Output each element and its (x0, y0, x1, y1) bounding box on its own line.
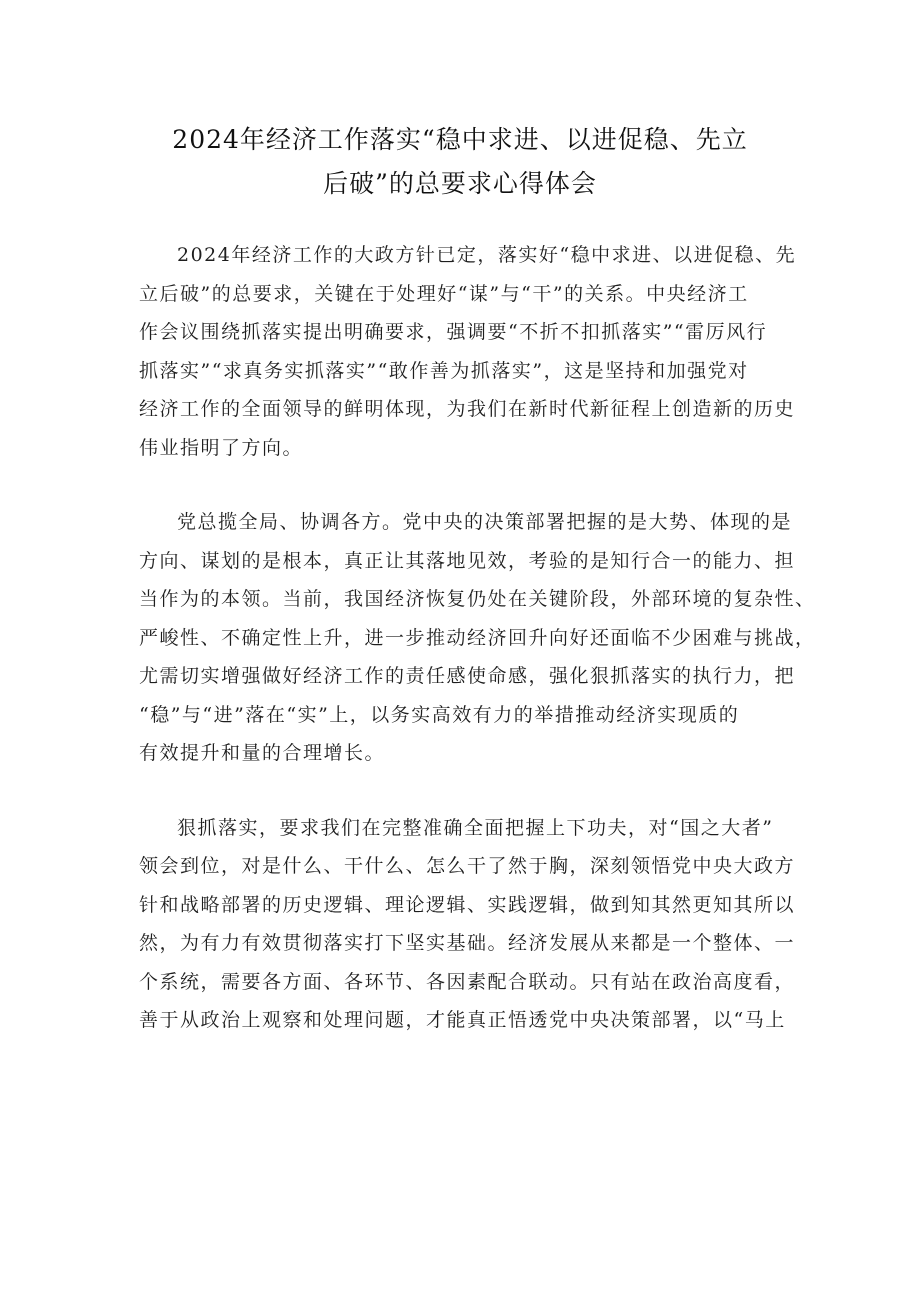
paragraph-line: 立后破”的总要求，关键在于处理好“谋”与“干”的关系。中央经济工 (139, 282, 749, 305)
paragraph-line: 伟业指明了方向。 (139, 436, 304, 459)
paragraph-line: 尤需切实增强做好经济工作的责任感使命感，强化狠抓落实的执行力，把 (139, 665, 796, 687)
paragraph-line: 当作为的本领。当前，我国经济恢复仍处在关键阶段，外部环境的复杂性、 (139, 588, 816, 610)
paragraph-line: 善于从政治上观察和处理问题，才能真正悟透党中央决策部署，以“马上 (139, 1009, 786, 1031)
paragraph-line: 有效提升和量的合理增长。 (139, 742, 386, 764)
paragraph-line: 抓落实”“求真务实抓落实”“敢作善为抓落实”，这是坚持和加强党对 (139, 359, 749, 382)
paragraph-1 (139, 236, 797, 467)
paragraph-line: 狠抓落实，要求我们在完整准确全面把握上下功夫，对“国之大者” (177, 816, 774, 839)
paragraph-line: 针和战略部署的历史逻辑、理论逻辑、实践逻辑，做到知其然更知其所以 (139, 893, 796, 916)
title-line-2: 后破”的总要求心得体会 (323, 169, 597, 198)
paragraph-line: “稳”与“进”落在“实”上，以务实高效有力的举措推动经济实现质的 (139, 703, 740, 726)
paragraph-2 (139, 503, 816, 773)
paragraph-line: 严峻性、不确定性上升，进一步推动经济回升向好还面临不少困难与挑战， (139, 626, 816, 649)
paragraph-line: 领会到位，对是什么、干什么、怎么干了然于胸，深刻领悟党中央大政方 (139, 855, 796, 877)
document-body (139, 236, 816, 1076)
paragraph-line: 经济工作的全面领导的鲜明体现，为我们在新时代新征程上创造新的历史 (139, 398, 796, 420)
paragraph-3 (139, 809, 796, 1040)
paragraph-line: 党总揽全局、协调各方。党中央的决策部署把握的是大势、体现的是 (177, 511, 793, 533)
paragraph-line: 然，为有力有效贯彻落实打下坚实基础。经济发展从来都是一个整体、一 (139, 932, 796, 954)
paragraph-line: 方向、谋划的是根本，真正让其落地见效，考验的是知行合一的能力、担 (139, 549, 796, 572)
paragraph-line: 2024年经济工作的大政方针已定，落实好“稳中求进、以进促稳、先 (177, 244, 797, 266)
paragraph-line: 个系统，需要各方面、各环节、各因素配合联动。只有站在政治高度看， (139, 970, 796, 993)
title-line-1: 2024年经济工作落实“稳中求进、以进促稳、先立 (172, 125, 748, 154)
document-title (130, 118, 790, 206)
paragraph-line: 作会议围绕抓落实提出明确要求，强调要“不折不扣抓落实”“雷厉风行 (139, 321, 768, 343)
